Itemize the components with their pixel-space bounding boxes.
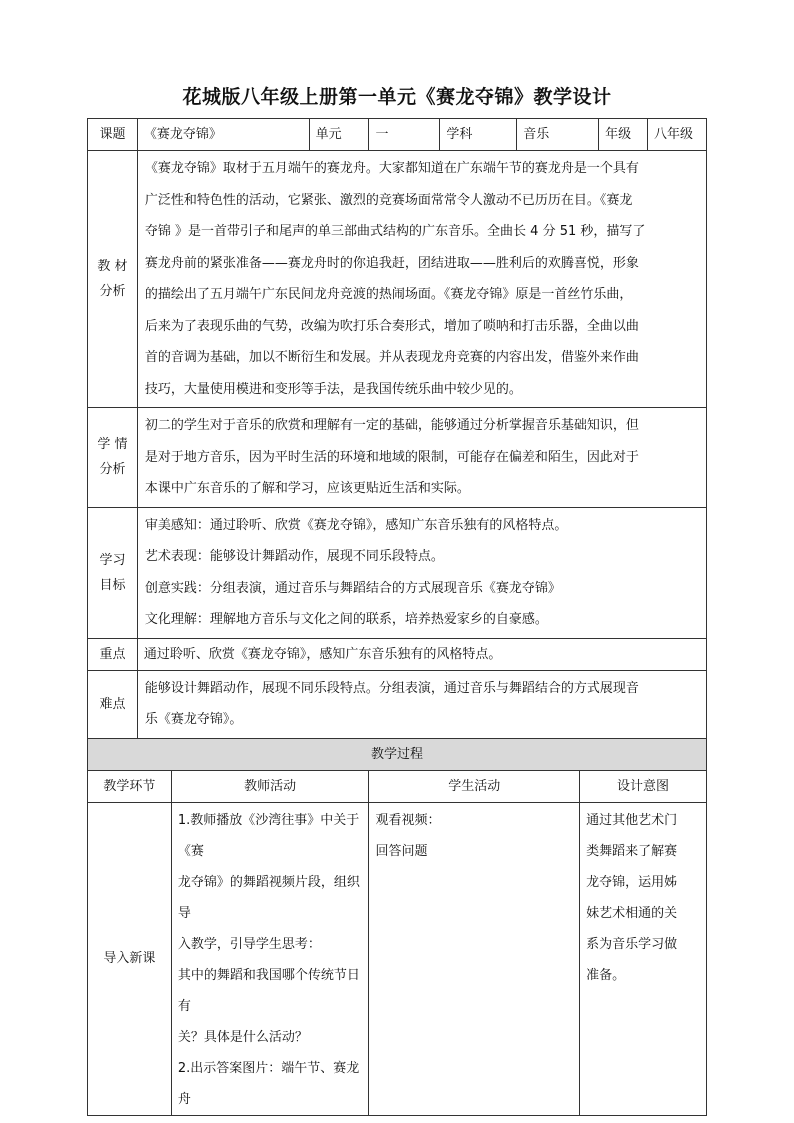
text-line: 创意实践：分组表演，通过音乐与舞蹈结合的方式展现音乐《赛龙夺锦》: [144, 580, 561, 596]
text-line: 本课中广东音乐的了解和学习，应该更贴近生活和实际。: [144, 481, 470, 496]
key-point-text: 通过聆听、欣赏《赛龙夺锦》，感知广东音乐独有的风格特点。: [137, 638, 706, 670]
grade-label: 年级: [599, 119, 648, 151]
student-row: [88, 408, 707, 508]
text-line: 是对于地方音乐，因为平时生活的环境和地域的限制，可能存在偏差和陌生，因此对于: [144, 449, 639, 465]
teacher-activity: [171, 802, 369, 1115]
column-header-stage: 教学环节: [88, 770, 172, 802]
column-header-teacher: 教师活动: [171, 770, 369, 802]
student-label: 学 情 分析: [88, 408, 138, 508]
text-line: 艺术表现：能够设计舞蹈动作，展现不同乐段特点。: [144, 549, 444, 564]
text-line: 赛龙舟前的紧张准备——赛龙舟时的你追我赶，团结进取——胜利后的欢腾喜悦，形象: [144, 255, 639, 271]
text-line: 广泛性和特色性的活动，它紧张、激烈的竞赛场面常常令人激动不已历历在目。《赛龙: [144, 192, 633, 208]
text-line: 系为音乐学习做: [586, 936, 678, 952]
student-text: [137, 408, 706, 508]
text-line: 的描绘出了五月端午广东民间龙舟竞渡的热闹场面。《赛龙夺锦》原是一首丝竹乐曲，: [144, 287, 633, 302]
process-row: [88, 802, 707, 1115]
difficulty-label: 难点: [88, 670, 138, 738]
subject-label: 学科: [440, 119, 517, 151]
grade-value: 八年级: [648, 119, 707, 151]
process-header-row: [88, 770, 707, 802]
column-header-student: 学生活动: [369, 770, 580, 802]
design-intent: [580, 802, 707, 1115]
material-label: 教 材 分析: [88, 151, 138, 408]
unit-label: 单元: [309, 119, 369, 151]
text-line: 文化理解：理解地方音乐与文化之间的联系，培养热爱家乡的自豪感。: [144, 612, 548, 627]
text-line: 准备。: [586, 967, 626, 983]
goals-label: 学习 目标: [88, 507, 138, 638]
course-label: 课题: [88, 119, 138, 151]
text-line: 2.出示答案图片：端午节、赛龙舟: [177, 1060, 360, 1107]
text-line: 观看视频：: [375, 812, 441, 828]
text-line: 龙夺锦，运用姊: [586, 874, 678, 890]
difficulty-row: [88, 670, 707, 738]
key-point-row: [88, 638, 707, 670]
text-line: 入教学，引导学生思考：: [177, 936, 321, 952]
text-line: 其中的舞蹈和我国哪个传统节日有: [177, 967, 360, 1014]
text-line: 初二的学生对于音乐的欣赏和理解有一定的基础，能够通过分析掌握音乐基础知识，但: [144, 418, 639, 433]
process-title-row: [88, 738, 707, 770]
course-value: 《赛龙夺锦》: [137, 119, 309, 151]
header-row: [88, 119, 707, 151]
text-line: 夺锦 》是一首带引子和尾声的单三部曲式结构的广东音乐。全曲长 4 分 51 秒，描写了: [144, 224, 646, 239]
subject-value: 音乐: [517, 119, 599, 151]
text-line: 技巧，大量使用模进和变形等手法，是我国传统乐曲中较少见的。: [144, 381, 522, 397]
lesson-plan-table: [87, 118, 707, 1116]
goals-row: [88, 507, 707, 638]
text-line: 龙夺锦》的舞蹈视频片段，组织导: [177, 874, 360, 921]
text-line: 能够设计舞蹈动作，展现不同乐段特点。分组表演，通过音乐与舞蹈结合的方式展现音: [144, 680, 639, 696]
column-header-intent: 设计意图: [580, 770, 707, 802]
goals-text: [137, 507, 706, 638]
text-line: 1.教师播放《沙湾往事》中关于《赛: [177, 812, 360, 859]
document-title: 花城版八年级上册第一单元《赛龙夺锦》教学设计: [182, 86, 612, 108]
text-line: 《赛龙夺锦》取材于五月端午的赛龙舟。大家都知道在广东端午节的赛龙舟是一个具有: [144, 161, 639, 176]
process-stage: 导入新课: [88, 802, 172, 1115]
text-line: 回答问题: [375, 843, 428, 859]
difficulty-text: [137, 670, 706, 738]
process-title: 教学过程: [88, 738, 707, 770]
text-line: 乐《赛龙夺锦》。: [144, 712, 243, 727]
text-line: 审美感知：通过聆听、欣赏《赛龙夺锦》，感知广东音乐独有的风格特点。: [144, 517, 568, 533]
text-line: 后来为了表现乐曲的气势，改编为吹打乐合奏形式，增加了唢呐和打击乐器，全曲以曲: [144, 318, 639, 334]
key-point-label: 重点: [88, 638, 138, 670]
text-line: 首的音调为基础，加以不断衍生和发展。并从表现龙舟竞赛的内容出发，借鉴外来作曲: [144, 350, 639, 365]
unit-value: 一: [369, 119, 440, 151]
material-row: [88, 151, 707, 408]
text-line: 关？具体是什么活动？: [177, 1029, 308, 1045]
text-line: 妹艺术相通的关: [586, 905, 678, 921]
text-line: 通过其他艺术门: [586, 812, 678, 828]
text-line: 类舞蹈来了解赛: [586, 843, 678, 859]
material-text: [137, 151, 706, 408]
student-activity: [369, 802, 580, 1115]
